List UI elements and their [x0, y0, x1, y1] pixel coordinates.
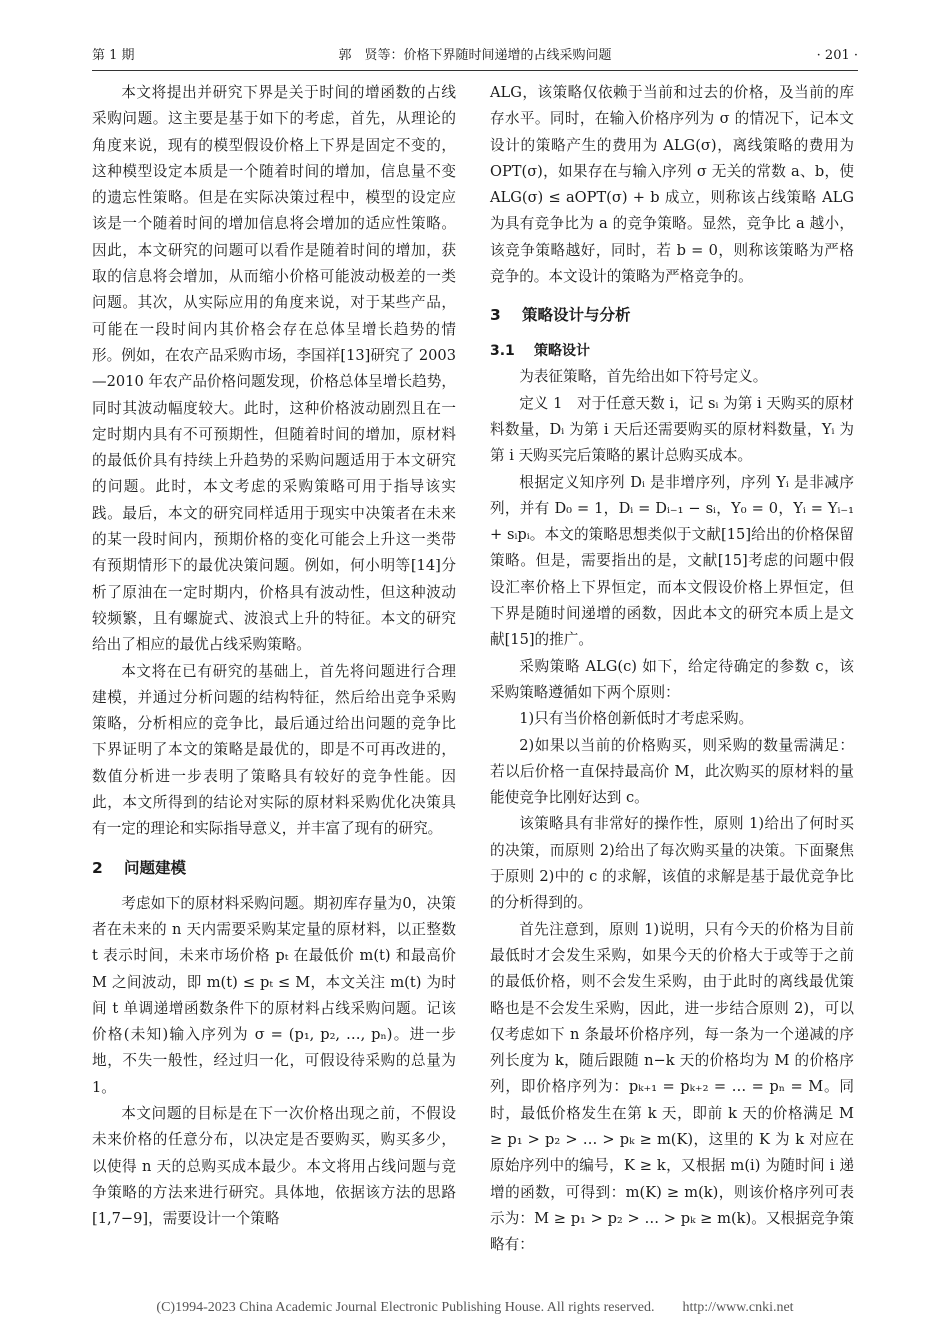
section-number: 3 — [490, 306, 501, 325]
paragraph: 本文将提出并研究下界是关于时间的增函数的占线采购问题。这主要是基于如下的考虑，首先，从理论的角度来说，现有的模型假设价格上下界是固定不变的，这种模型设定本质是一个随着时间的增加，信息量不变的遗忘性策略。但是在实际决策过程中，模型的设定应该是一个随着时间的增加信息将会增加的适应性策略。因此，本文研究的问题可以看作是随着时间的增加，获取的信息将会增加，从而缩小价格可能波动极差的一类问题。其次，从实际应用的角度来说，对于某些产品，可能在一段时间内其价格会存在总体呈增长趋势的情形。例如，在农产品采购市场，李国祥[13]研究了 2003—2010 年农产品价格问题发现，价格总体呈增长趋势，同时其波动幅度较大。此时，这种价格波动剧烈且在一定时期内具有不可预期性，但随着时间的增加，原材料的最低价具有持续上升趋势的采购问题适用于本文研究的问题。此时，本文考虑的采购策略可用于指导该实践。最后，本文的研究同样适用于现实中决策者在未来的某一段时间内，预期价格的变化可能会上升这一类带有预期情形下的最优决策问题。例如，何小明等[14]分析了原油在一定时期内，价格具有波动性，但这种波动较频繁，且有螺旋式、波浪式上升的特征。本文的研究给出了相应的最优占线采购策略。 — [92, 84, 456, 654]
right-column — [490, 80, 854, 1258]
section-number: 2 — [92, 858, 103, 877]
paragraph: 首先注意到，原则 1)说明，只有今天的价格为目前最低时才会发生采购，如果今天的价格大于或等于之前的最低价格，则不会发生采购，由于此时的离线最优策略也是不会发生采购，因此，进一步结合原则 2)，可以仅考虑如下 n 条最坏价格序列，每一条为一个递减的序列长度为 k，随后跟随 n−k 天的价格均为 M 的价格序列，即价格序列为：pₖ₊₁ = pₖ₊₂ = … = pₙ = M。同时，最低价格发生在第 k 天，即前 k 天的价格满足 M ≥ p₁ > p₂ > … > pₖ ≥ m(K)，这里的 K 为 k 对应在原始序列中的编号，K ≥ k，又根据 m(i) 为随时间 i 递增的函数，可得到：m(K) ≥ m(k)，则该价格序列可表示为：M ≥ p₁ > p₂ > … > pₖ ≥ m(k)。又根据竞争策略有： — [490, 920, 854, 1254]
paragraph: 该策略具有非常好的操作性，原则 1)给出了何时买的决策，而原则 2)给出了每次购买量的决策。下面聚焦于原则 2)中的 c 的求解，该值的求解是基于最优竞争比的分析得到的。 — [490, 815, 854, 912]
copyright-footer: (C)1994-2023 China Academic Journal Electronic Publishing House. All rights reserved. http://www.cnki.net — [156, 1300, 794, 1315]
list-item: 1)只有当价格创新低时才考虑采购。 — [519, 710, 754, 728]
issue-number: 第 1 期 — [92, 48, 135, 63]
paragraph: 考虑如下的原材料采购问题。期初库存量为0，决策者在未来的 n 天内需要采购某定量的原材料，以正整数 t 表示时间，未来市场价格 pₜ 在最低价 m(t) 和最高价 M 之间波动，即 m(t) ≤ pₜ ≤ M，本文关注 m(t) 为时间 t 单调递增函数条件下的原材料占线采购问题。记该价格(未知)输入序列为 σ = (p₁, p₂, …, pₙ)。进一步地，不失一般性，经过归一化，可假设待采购的总量为 1。 — [92, 894, 456, 1096]
paragraph: 本文将在已有研究的基础上，首先将问题进行合理建模，并通过分析问题的结构特征，然后给出竞争采购策略，分析相应的竞争比，最后通过给出问题的竞争比下界证明了本文的策略是最优的，即是不可再改进的，数值分析进一步表明了策略具有较好的竞争性能。因此，本文所得到的结论对实际的原材料采购优化决策具有一定的理论和实际指导意义，并丰富了现有的研究。 — [92, 662, 456, 838]
subsection-title: 策略设计 — [534, 343, 590, 360]
paragraph: ALG，该策略仅依赖于当前和过去的价格，及当前的库存水平。同时，在输入价格序列为 σ 的情况下，记本文设计的策略产生的费用为 ALG(σ)，离线策略的费用为 OPT(σ)，如果存在与输入序列 σ 无关的常数 a、b，使 ALG(σ) ≤ aOPT(σ) + b 成立，则称该占线策略 ALG 为具有竞争比为 a 的竞争策略。显然，竞争比 a 越小，该竞争策略越好，同时，若 b = 0，则称该策略为严格竞争的。本文设计的策略为严格竞争的。 — [490, 84, 854, 286]
section-title: 问题建模 — [124, 858, 187, 877]
page-number: · 201 · — [816, 48, 858, 63]
section-heading — [490, 302, 854, 328]
section-heading — [92, 855, 456, 881]
left-column — [92, 80, 456, 1232]
list-item: 2)如果以当前的价格购买，则采购的数量需满足：若以后价格一直保持最高价 M，此次购买的原材料的量能使竞争比刚好达到 c。 — [490, 736, 854, 807]
subsection-heading — [490, 338, 854, 364]
paragraph: 采购策略 ALG(c) 如下，给定待确定的参数 c，该采购策略遵循如下两个原则： — [490, 657, 854, 701]
subsection-number: 3.1 — [490, 343, 515, 360]
page-header — [92, 44, 858, 68]
paragraph: 本文问题的目标是在下一次价格出现之前，不假设未来价格的任意分布，以决定是否要购买，购买多少，以使得 n 天的总购买成本最少。本文将用占线问题与竞争策略的方法来进行研究。具体地，依据该方法的思路[1,7−9]，需要设计一个策略 — [92, 1104, 456, 1228]
running-title: 郭 贤等：价格下界随时间递增的占线采购问题 — [338, 48, 612, 63]
paragraph: 根据定义知序列 Dᵢ 是非增序列，序列 Yᵢ 是非减序列，并有 D₀ = 1，Dᵢ = Dᵢ₋₁ − sᵢ，Y₀ = 0，Yᵢ = Yᵢ₋₁ + sᵢpᵢ。本文的策略思想类似于文献[15]给出的价格保留策略。但是，需要指出的是，文献[15]考虑的问题中假设汇率价格上下界恒定，而本文假设价格上界恒定，但下界是随时间递增的函数，因此本文的研究本质上是文献[15]的推广。 — [490, 473, 854, 649]
section-title: 策略设计与分析 — [522, 306, 631, 325]
header-rule — [92, 70, 858, 71]
definition: 定义 1 对于任意天数 i，记 sᵢ 为第 i 天购买的原材料数量，Dᵢ 为第 i 天后还需要购买的原材料数量，Yᵢ 为第 i 天购买完后策略的累计总购买成本。 — [490, 394, 854, 465]
paragraph: 为表征策略，首先给出如下符号定义。 — [519, 368, 768, 386]
